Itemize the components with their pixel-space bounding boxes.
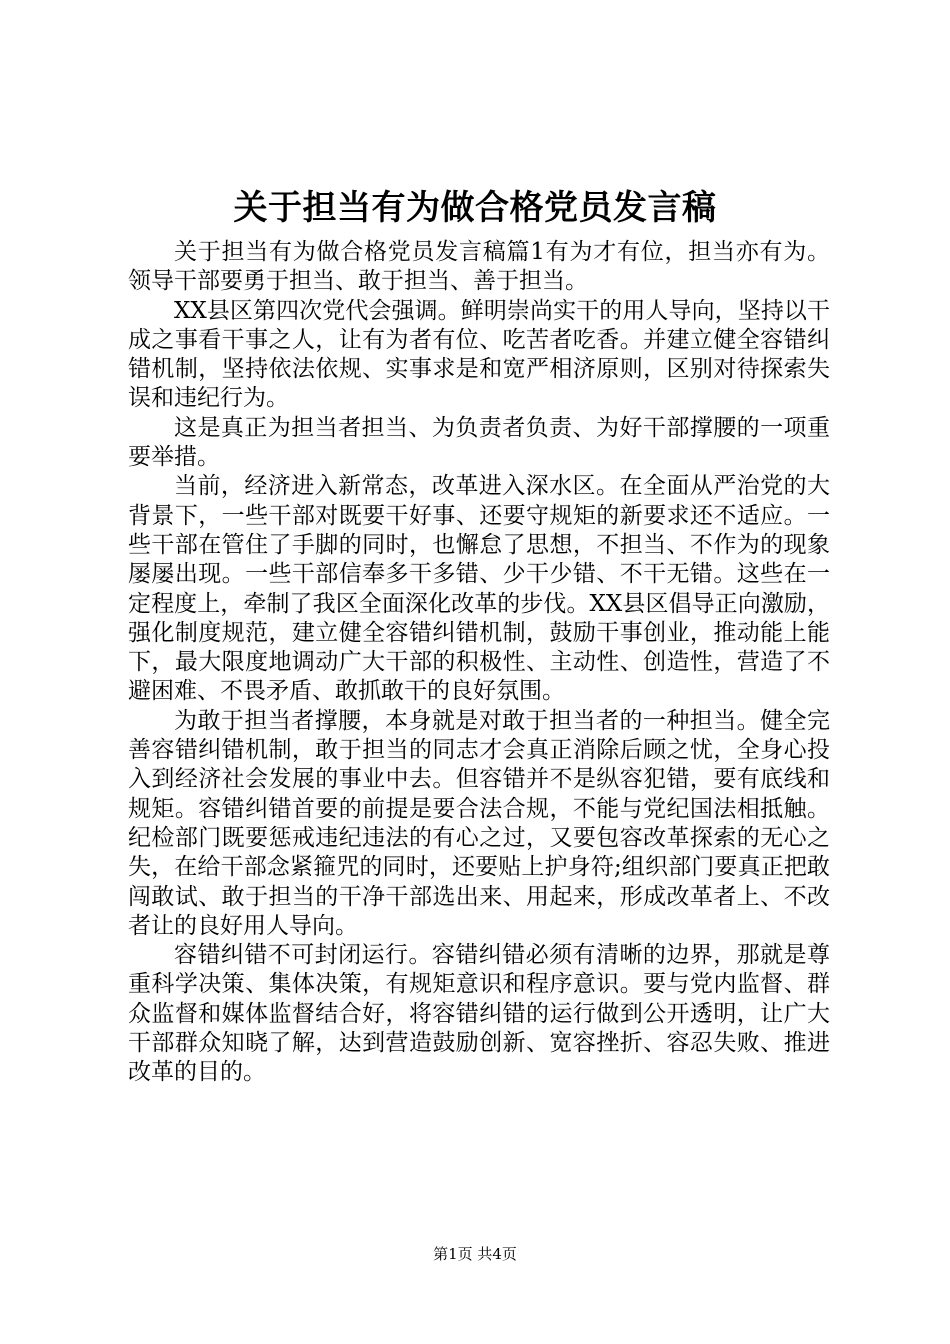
paragraph-1: 关于担当有为做合格党员发言稿篇1有为才有位，担当亦有为。领导干部要勇于担当、敢于担当、善于担当。 xyxy=(128,239,830,295)
document-body xyxy=(128,238,830,1088)
paragraph-2: XX县区第四次党代会强调。鲜明崇尚实干的用人导向，坚持以干成之事看干事之人，让有为者有位、吃苦者吃香。并建立健全容错纠错机制，坚持依法依规、实事求是和宽严相济原则，区别对待探索失误和违纪行为。 xyxy=(128,297,830,412)
paragraph-5: 为敢于担当者撑腰，本身就是对敢于担当者的一种担当。健全完善容错纠错机制，敢于担当的同志才会真正消除后顾之忧，全身心投入到经济社会发展的事业中去。但容错并不是纵容犯错，要有底线和规矩。容错纠错首要的前提是要合法合规，不能与党纪国法相抵触。纪检部门既要惩戒违纪违法的有心之过，又要包容改革探索的无心之失，在给干部念紧箍咒的同时，还要贴上护身符;组织部门要真正把敢闯敢试、敢于担当的干净干部选出来、用起来，形成改革者上、不改者让的良好用人导向。 xyxy=(128,707,830,939)
page-number-footer: 第1页 共4页 xyxy=(433,1245,517,1263)
paragraph-6: 容错纠错不可封闭运行。容错纠错必须有清晰的边界，那就是尊重科学决策、集体决策，有规矩意识和程序意识。要与党内监督、群众监督和媒体监督结合好，将容错纠错的运行做到公开透明，让广大干部群众知晓了解，达到营造鼓励创新、宽容挫折、容忍失败、推进改革的目的。 xyxy=(128,942,830,1086)
paragraph-3: 这是真正为担当者担当、为负责者负责、为好干部撑腰的一项重要举措。 xyxy=(128,414,830,471)
document-title: 关于担当有为做合格党员发言稿 xyxy=(233,188,717,228)
paragraph-4: 当前，经济进入新常态，改革进入深水区。在全面从严治党的大背景下，一些干部对既要干好事、还要守规矩的新要求还不适应。一些干部在管住了手脚的同时，也懈怠了思想，不担当、不作为的现象屡屡出现。一些干部信奉多干多错、少干少错、不干无错。这些在一定程度上，牵制了我区全面深化改革的步伐。XX县区倡导正向激励，强化制度规范，建立健全容错纠错机制，鼓励干事创业，推动能上能下，最大限度地调动广大干部的积极性、主动性、创造性，营造了不避困难、不畏矛盾、敢抓敢干的良好氛围。 xyxy=(128,473,830,705)
